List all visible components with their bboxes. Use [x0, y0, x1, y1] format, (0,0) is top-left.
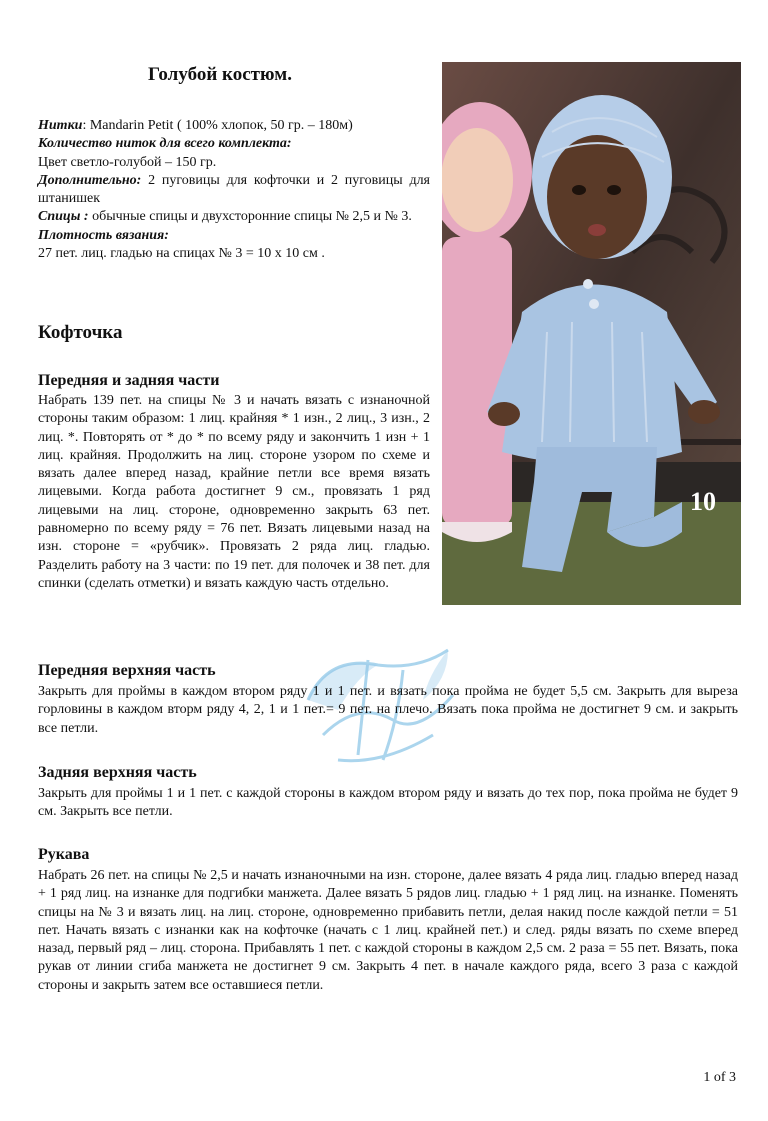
photo-number: 10 — [690, 487, 716, 516]
extra-line — [38, 172, 430, 209]
extra-label: Дополнительно: — [38, 172, 142, 188]
materials-block — [38, 117, 430, 263]
part-heading-front-upper: Передняя верхняя часть — [38, 662, 216, 679]
part-text-front-upper: Закрыть для проймы в каждом втором ряду 1 и 1 пет. и вязать пока пройма не будет 5,5 см. Закрыть для выреза горловины в каждом вторм ряду 4, 2, 1 и 1 пет.= 9 пет. на плечо. Вязать пока пройма не достигнет 9 см. и закрыть все петли. — [38, 684, 738, 736]
page-title: Голубой костюм. — [148, 64, 292, 85]
needles-label: Спицы : — [38, 209, 89, 225]
doll-photo — [442, 62, 741, 605]
yarn-label: Нитки — [38, 118, 83, 133]
part-heading-front-back: Передняя и задняя части — [38, 372, 220, 389]
part-text-sleeves: Набрать 26 пет. на спицы № 2,5 и начать изнаночными на изн. стороне, далее вязать 4 ряда лиц. гладью вперед назад + 1 ряд лиц. на изнанке для подгибки манжета. Далее вязать 5 рядов лиц. гладью + 1 ряд лиц. на изнанке. Поменять спицы на № 3 и вязать лиц. на лиц. стороне, одновременно прибавить петли, делая накид после каждой петли = 51 пет. Начать вязать с изнанки как на кофточке (начать с 1 лиц. крайней пет.) и след. ряды вязать по схеме вперед назад, первый ряд – лиц. сторона. Прибавлять 1 пет. с каждой стороны в каждом 2,5 см. 2 раза = 55 пет. Вязать, пока рукав от линии сгиба манжета не достигнет 9 см. Закрыть 4 пет. в начале каждого ряда, всего 3 раза с каждой стороны и закрыть затем все оставшиеся петли. — [38, 868, 738, 993]
page-number: 1 of 3 — [703, 1070, 736, 1085]
part-text-front-back: Набрать 139 пет. на спицы № 3 и начать вязать с изнаночной стороны таким образом: 1 лиц. крайняя * 1 изн., 2 лиц., 3 изн., 2 лиц. *. Повторять от * до * по всему ряду и закончить 1 изн + 1 лиц. крайняя. Продолжить на лиц. стороне узором по схеме и вязать далее вперед назад, крайние петли все время вязать лицевыми. Когда работа достигнет 9 см., провязать 1 ряд лицевыми на лиц. стороне, одновременно закрыть 63 пет. равномерно по всему ряду = 76 пет. Вязать лицевыми назад на изн. стороне = «рубчик». Провязать 2 ряда лиц. гладью. Разделить работу на 3 части: по 19 пет. для полочек и 38 пет. для спинки (сделать отметки) и вязать каждую часть отдельно. — [38, 393, 430, 591]
yarn-line — [38, 117, 430, 135]
color-line: Цвет светло-голубой – 150 гр. — [38, 154, 217, 170]
needles-line — [38, 208, 430, 226]
part-heading-sleeves: Рукава — [38, 846, 90, 863]
doll-illustration — [442, 62, 741, 605]
quantity-label: Количество ниток для всего комплекта: — [38, 136, 292, 152]
part-text-back-upper: Закрыть для проймы 1 и 1 пет. с каждой стороны в каждом втором ряду и вязать до тех пор, пока пройма не будет 9 см. Закрыть все петли. — [38, 786, 738, 820]
density-value: 27 пет. лиц. гладью на спицах № 3 = 10 х 10 см . — [38, 246, 325, 262]
section-title: Кофточка — [38, 322, 123, 343]
needles-value: обычные спицы и двухсторонние спицы № 2,5 и № 3. — [88, 209, 412, 225]
extra-value: 2 пуговицы для кофточки и 2 пуговицы для штанишек — [38, 172, 430, 207]
yarn-value: : Mandarin Petit ( 100% хлопок, 50 гр. – 180м) — [82, 118, 353, 133]
density-label: Плотность вязания: — [38, 227, 169, 243]
part-heading-back-upper: Задняя верхняя часть — [38, 764, 197, 781]
